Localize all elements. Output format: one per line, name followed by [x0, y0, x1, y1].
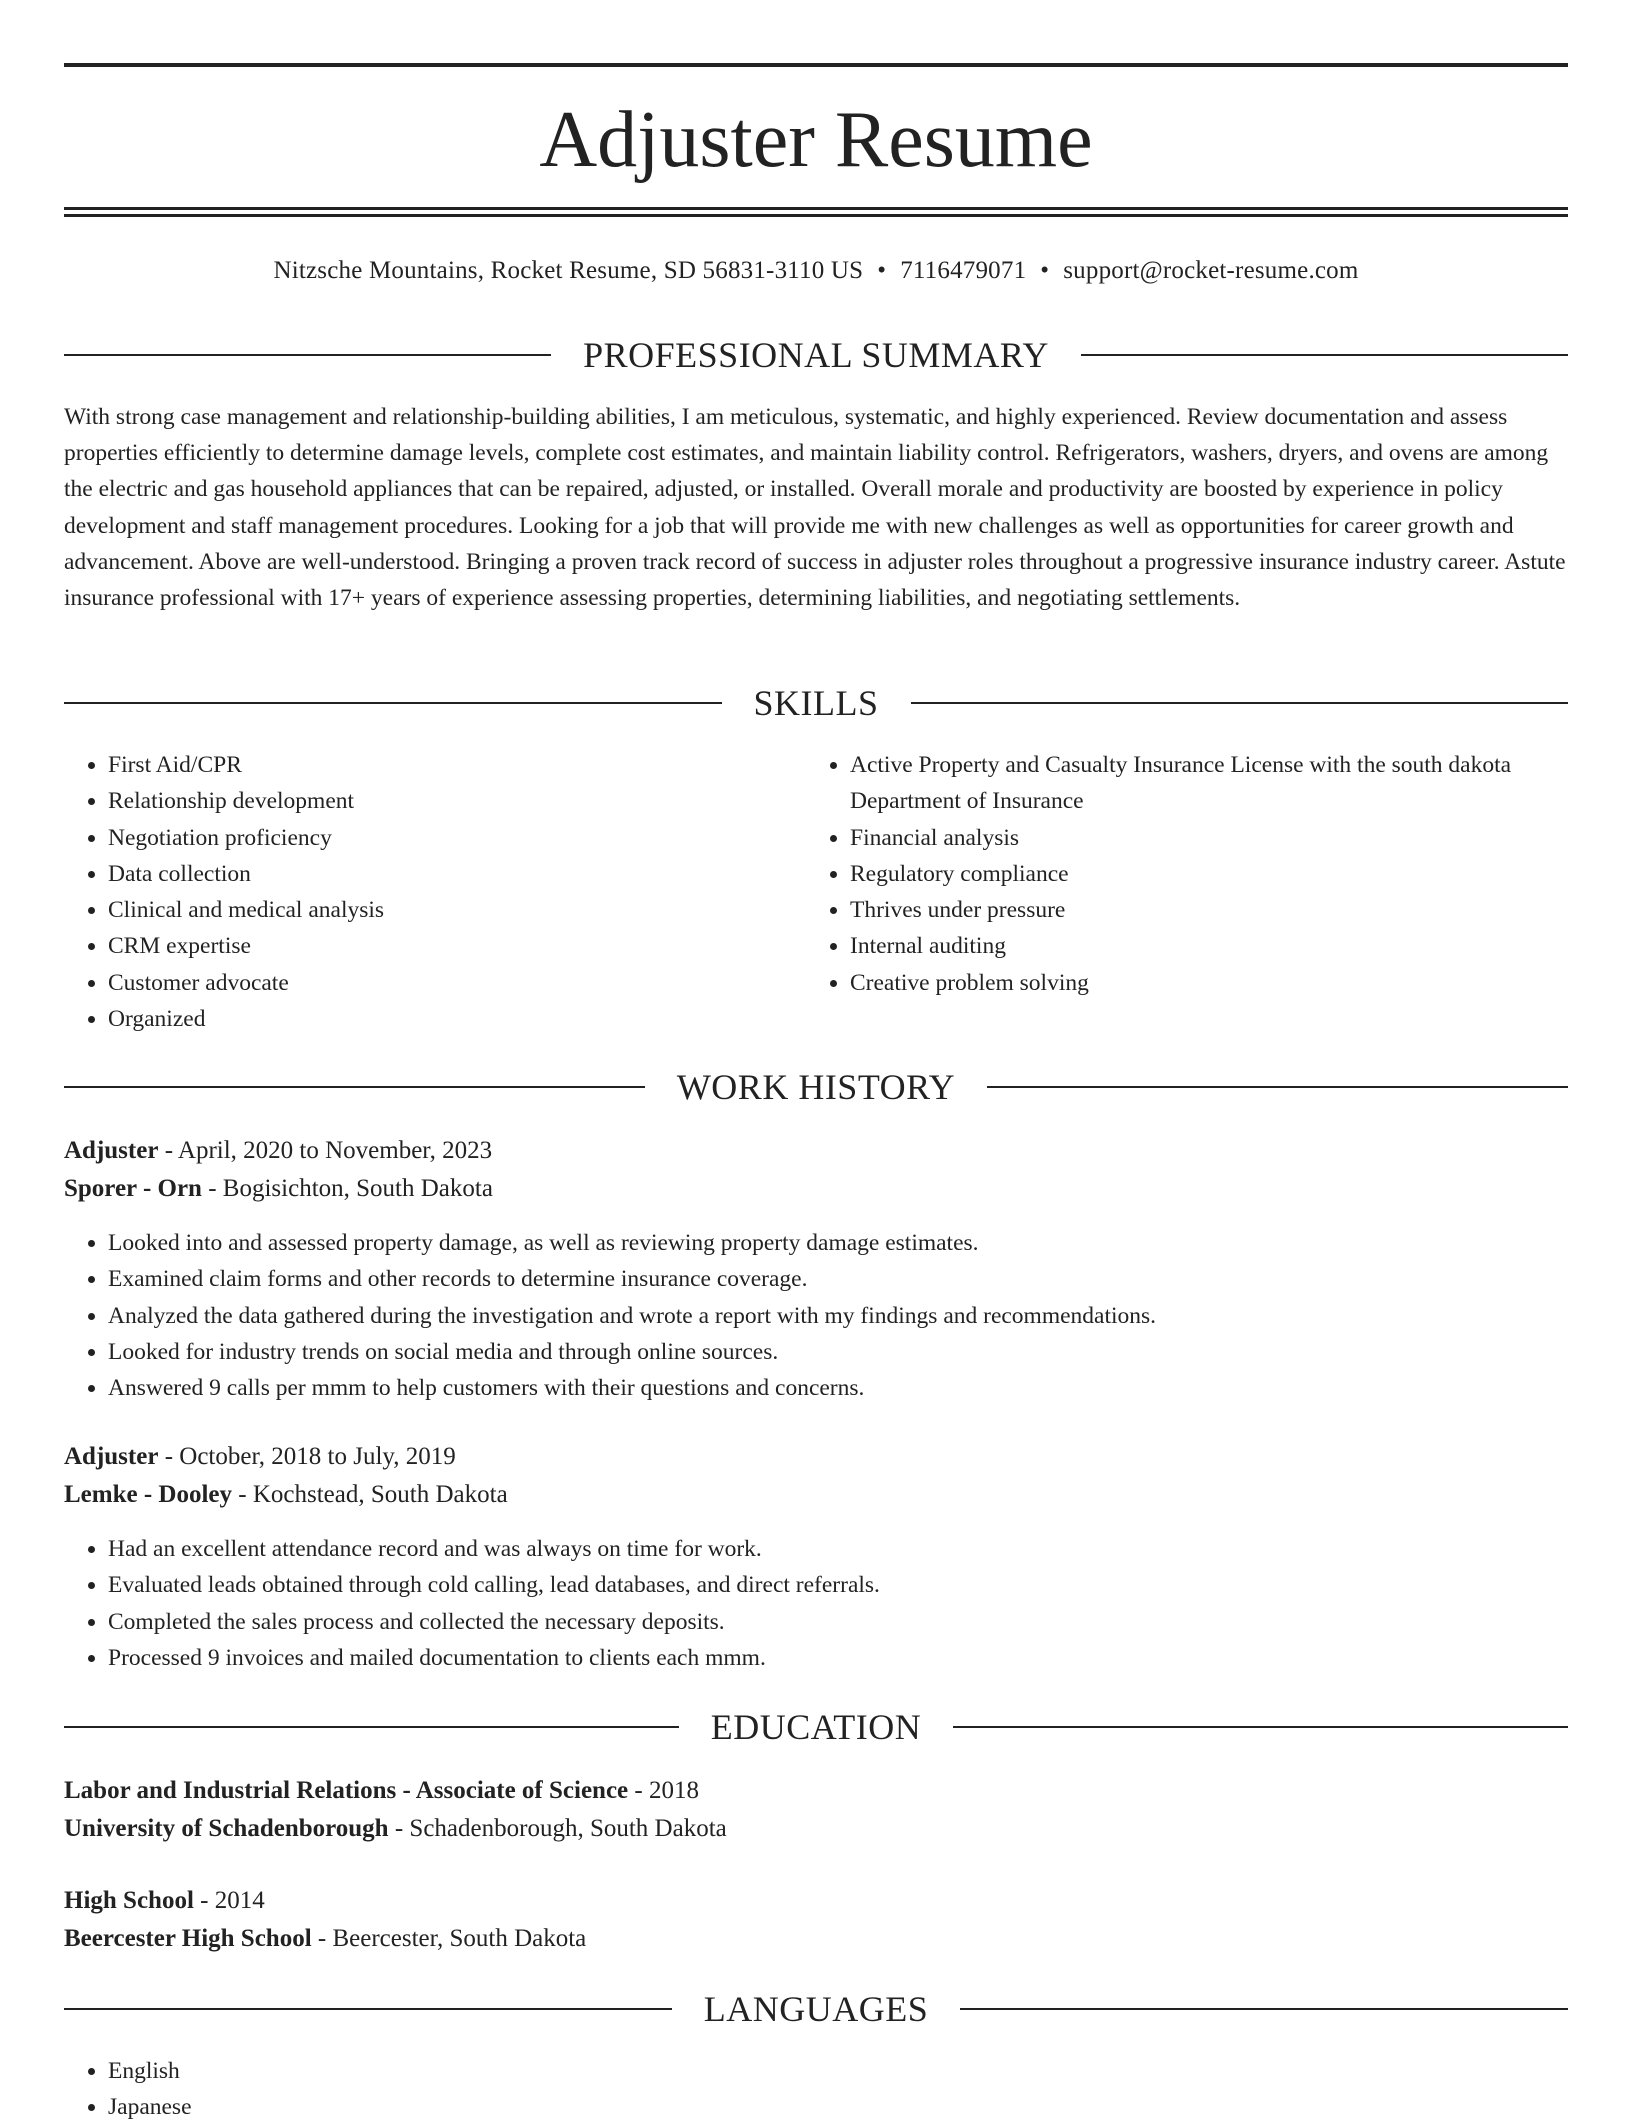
degree-year: 2018 [648, 1777, 699, 1804]
title-double-rule [64, 207, 1568, 217]
duty-item: • Evaluated leads obtained through cold calling, lead databases, and direct referrals. [108, 1567, 1568, 1603]
degree: Labor and Industrial Relations - Associate of Science [64, 1777, 629, 1804]
education-heading [64, 1707, 1568, 1747]
dash: - [388, 1815, 410, 1842]
skill-item: • Customer advocate [108, 965, 764, 1001]
dash: - [158, 1137, 178, 1164]
job-company-line [64, 1172, 1568, 1206]
resume-title: Adjuster Resume [539, 96, 1093, 184]
skills-list-right [806, 747, 1568, 1001]
school: Beercester High School [64, 1925, 312, 1952]
job-title: Adjuster [64, 1137, 159, 1164]
languages-block [64, 2053, 1568, 2126]
duty-item: • Completed the sales process and collected the necessary deposits. [108, 1604, 1568, 1640]
skill-item: • CRM expertise [108, 928, 764, 964]
skill-item: • Internal auditing [850, 928, 1568, 964]
skill-item: • Data collection [108, 856, 764, 892]
skill-item: • Relationship development [108, 783, 764, 819]
dash: - [232, 1481, 253, 1508]
duty-item: • Answered 9 calls per mmm to help customers with their questions and concerns. [108, 1370, 1568, 1406]
heading-rule [911, 702, 1569, 704]
skills-heading [64, 683, 1568, 723]
heading-rule [64, 1726, 679, 1728]
dash: - [311, 1925, 333, 1952]
school: University of Schadenborough [64, 1815, 389, 1842]
skills-column-right [806, 747, 1568, 1001]
work-heading [64, 1067, 1568, 1107]
job-dates: April, 2020 to November, 2023 [177, 1137, 493, 1164]
separator-dot: • [1040, 257, 1050, 284]
skill-item: • Organized [108, 1001, 764, 1037]
job-dates: October, 2018 to July, 2019 [179, 1443, 456, 1470]
school-location: Schadenborough, South Dakota [409, 1815, 727, 1842]
heading-rule [64, 354, 551, 356]
duty-item: • Examined claim forms and other records to determine insurance coverage. [108, 1261, 1568, 1297]
skill-item: • Thrives under pressure [850, 892, 1568, 928]
contact-address: Nitzsche Mountains, Rocket Resume, SD 56831-3110 US [273, 257, 864, 284]
skills-heading-label: SKILLS [753, 683, 879, 723]
job-location: Bogisichton, South Dakota [222, 1175, 493, 1202]
job-location: Kochstead, South Dakota [252, 1481, 508, 1508]
summary-paragraph: With strong case management and relationship-building abilities, I am meticulous, systematic, and highly experienced. Review documentation and assess properties efficiently to determine damage levels, complete cost estimates, and maintain liability control. Refrigerators, washers, dryers, and ovens are among the electric and gas household appliances that can be repaired, adjusted, or installed. Overall morale and productivity are boosted by experience in policy development and staff management procedures. Looking for a job that will provide me with new challenges as well as opportunities for career growth and advancement. Above are well-understood. Bringing a proven track record of success in adjuster roles throughout a progressive insurance industry career. Astute insurance professional with 17+ years of experience assessing properties, determining liabilities, and negotiating settlements. [64, 404, 1566, 612]
duty-item: • Looked for industry trends on social media and through online sources. [108, 1334, 1568, 1370]
skill-item: • Financial analysis [850, 820, 1568, 856]
duties-list [64, 1225, 1568, 1406]
languages-list [64, 2053, 1568, 2126]
job-title: Adjuster [64, 1443, 159, 1470]
degree-line [64, 1774, 1568, 1808]
duty-item: • Looked into and assessed property damage, as well as reviewing property damage estimates. [108, 1225, 1568, 1261]
summary-heading-label: PROFESSIONAL SUMMARY [583, 335, 1049, 375]
skills-column-left [64, 747, 764, 1037]
job-company-line [64, 1478, 1568, 1512]
degree-year: 2014 [214, 1887, 265, 1914]
skill-item: • First Aid/CPR [108, 747, 764, 783]
contact-phone: 7116479071 [900, 257, 1027, 284]
job-duties [64, 1531, 1568, 1676]
duty-item: • Had an excellent attendance record and was always on time for work. [108, 1531, 1568, 1567]
duty-item: • Processed 9 invoices and mailed documentation to clients each mmm. [108, 1640, 1568, 1676]
dash: - [628, 1777, 649, 1804]
contact-line [64, 254, 1568, 288]
languages-heading-label: LANGUAGES [703, 1989, 929, 2029]
contact-email[interactable]: support@rocket-resume.com [1063, 257, 1359, 284]
education-heading-label: EDUCATION [710, 1707, 922, 1747]
summary-heading [64, 335, 1568, 375]
degree-line [64, 1884, 1568, 1918]
heading-rule [1081, 354, 1568, 356]
heading-rule [64, 702, 722, 704]
language-item: • Japanese [108, 2089, 1568, 2125]
heading-rule [64, 1086, 645, 1088]
skill-item: • Creative problem solving [850, 965, 1568, 1001]
language-item: • English [108, 2053, 1568, 2089]
job-title-line [64, 1134, 1568, 1168]
school-location: Beercester, South Dakota [332, 1925, 587, 1952]
work-heading-label: WORK HISTORY [676, 1067, 956, 1107]
school-line [64, 1922, 1568, 1956]
job-company: Sporer - Orn [64, 1175, 202, 1202]
job-duties [64, 1225, 1568, 1406]
skills-list-left [64, 747, 764, 1037]
skill-item: • Regulatory compliance [850, 856, 1568, 892]
duties-list [64, 1531, 1568, 1676]
skill-item: • Active Property and Casualty Insurance License with the south dakota Department of Insurance [850, 747, 1568, 820]
heading-rule [953, 1726, 1568, 1728]
school-line [64, 1812, 1568, 1846]
duty-item: • Analyzed the data gathered during the investigation and wrote a report with my findings and recommendations. [108, 1298, 1568, 1334]
top-rule [64, 63, 1568, 67]
dash: - [158, 1443, 180, 1470]
dash: - [193, 1887, 215, 1914]
skill-item: • Clinical and medical analysis [108, 892, 764, 928]
separator-dot: • [877, 257, 887, 284]
heading-rule [64, 2008, 672, 2010]
job-company: Lemke - Dooley [64, 1481, 233, 1508]
heading-rule [960, 2008, 1568, 2010]
job-title-line [64, 1440, 1568, 1474]
languages-heading [64, 1989, 1568, 2029]
heading-rule [987, 1086, 1568, 1088]
skill-item: • Negotiation proficiency [108, 820, 764, 856]
degree: High School [64, 1887, 194, 1914]
dash: - [201, 1175, 223, 1202]
